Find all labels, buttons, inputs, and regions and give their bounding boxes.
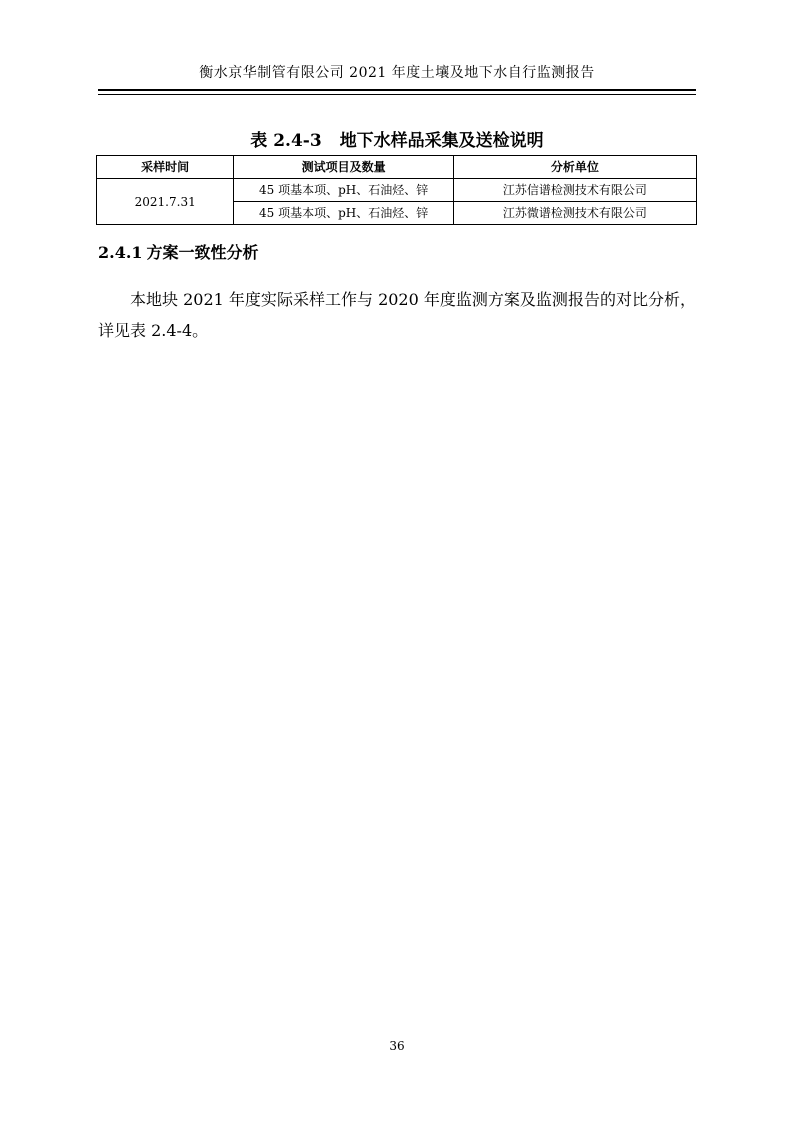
table-caption — [98, 128, 696, 154]
header-rule-thick — [98, 89, 696, 91]
column-header-sampling-time: 采样时间 — [97, 156, 234, 179]
table-title-text: 地下水样品采集及送检说明 — [339, 131, 544, 151]
analysis-unit-cell: 江苏信谱检测技术有限公司 — [453, 179, 696, 202]
section-heading — [98, 240, 259, 266]
test-items-cell: 45 项基本项、pH、石油烃、锌 — [234, 179, 453, 202]
table-number: 表 2.4-3 — [250, 131, 322, 151]
running-header: 衡水京华制管有限公司 2021 年度土壤及地下水自行监测报告 — [199, 65, 595, 81]
table-header-row — [97, 156, 697, 179]
table-row — [97, 179, 697, 202]
page-number: 36 — [389, 1039, 405, 1053]
column-header-test-items: 测试项目及数量 — [234, 156, 453, 179]
header-rule-thin — [98, 94, 696, 95]
section-number: 2.4.1 — [98, 243, 143, 262]
analysis-unit-cell: 江苏微谱检测技术有限公司 — [453, 202, 696, 225]
body-paragraph: 本地块 2021 年度实际采样工作与 2020 年度监测方案及监测报告的对比分析，详见表 2.4-4。 — [98, 290, 696, 340]
groundwater-sampling-table — [96, 155, 697, 225]
test-items-cell: 45 项基本项、pH、石油烃、锌 — [234, 202, 453, 225]
section-title: 方案一致性分析 — [146, 243, 259, 262]
sampling-date-cell: 2021.7.31 — [97, 179, 234, 225]
column-header-analysis-unit: 分析单位 — [453, 156, 696, 179]
